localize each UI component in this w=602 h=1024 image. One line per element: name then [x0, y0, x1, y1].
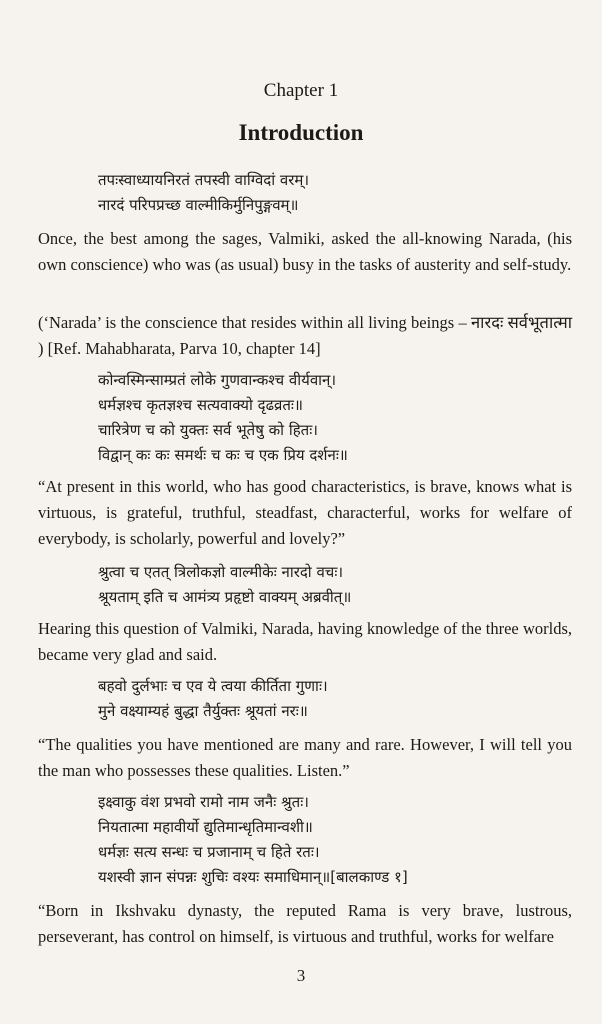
paragraph-3: “At present in this world, who has good characteristics, is brave, knows what is virtuous, is grateful, truthful, steadfast, characterful, works for welfare of everybody, is scholarly, powerful and lovely?” — [38, 477, 572, 548]
verse-line: मुने वक्ष्याम्यहं बुद्धा तैर्युक्तः श्रूयतां नरः॥ — [98, 702, 308, 720]
sanskrit-verse-1 — [98, 168, 572, 218]
verse-line: नियतात्मा महावीर्यो द्युतिमान्धृतिमान्वशी॥ — [98, 818, 313, 836]
verse-line: इक्ष्वाकु वंश प्रभवो रामो नाम जनैः श्रुतः। — [98, 793, 309, 811]
verse-line: तपःस्वाध्यायनिरतं तपस्वी वाग्विदां वरम्। — [98, 171, 310, 189]
paragraph-5: “The qualities you have mentioned are many and rare. However, I will tell you the man who possesses these qualities. Listen.” — [38, 735, 572, 780]
verse-line: नारदं परिपप्रच्छ वाल्मीकिर्मुनिपुङ्गवम्॥ — [98, 196, 299, 214]
page-number: 3 — [296, 966, 306, 985]
verse-line: कोन्वस्मिन्साम्प्रतं लोके गुणवान्कश्च वीर्यवान्। — [98, 371, 337, 389]
verse-line: चारित्रेण च को युक्तः सर्व भूतेषु को हितः। — [98, 421, 318, 439]
sanskrit-verse-5 — [98, 790, 572, 890]
sanskrit-verse-4 — [98, 674, 572, 724]
verse-line: धर्मज्ञः सत्य सन्धः च प्रजानाम् च हिते रतः। — [98, 843, 320, 861]
paragraph-4: Hearing this question of Valmiki, Narada, having knowledge of the three worlds, became very glad and said. — [38, 619, 572, 664]
verse-line: बहवो दुर्लभाः च एव ये त्वया कीर्तिता गुणाः। — [98, 677, 328, 695]
sanskrit-verse-2 — [98, 368, 572, 468]
paragraph-6: “Born in Ikshvaku dynasty, the reputed Rama is very brave, lustrous, perseverant, has control on himself, is virtuous and truthful, works for welfare — [38, 901, 572, 946]
chapter-title: Introduction — [238, 120, 364, 145]
verse-line: श्रूयताम् इति च आमंत्र्य प्रहृष्टो वाक्यम् अब्रवीत्॥ — [98, 588, 352, 606]
verse-line: धर्मज्ञश्च कृतज्ञश्च सत्यवाक्यो दृढव्रतः॥ — [98, 396, 303, 414]
chapter-heading: Chapter 1 — [263, 80, 339, 101]
verse-line: श्रुत्वा च एतत् त्रिलोकज्ञो वाल्मीकेः नारदो वचः। — [98, 563, 344, 581]
paragraph-2: (‘Narada’ is the conscience that resides within all living beings – नारदः सर्वभूतात्मा ) [Ref. Mahabharata, Parva 10, chapter 14] — [38, 313, 572, 358]
verse-line: विद्वान् कः कः समर्थः च कः च एक प्रिय दर्शनः॥ — [98, 446, 348, 464]
sanskrit-verse-3 — [98, 560, 572, 610]
verse-line: यशस्वी ज्ञान संपन्नः शुचिः वश्यः समाधिमान्॥[बालकाण्ड १] — [98, 868, 408, 886]
paragraph-1: Once, the best among the sages, Valmiki, asked the all-knowing Narada, (his own conscience) who was (as usual) busy in the tasks of austerity and self-study. — [38, 229, 572, 274]
